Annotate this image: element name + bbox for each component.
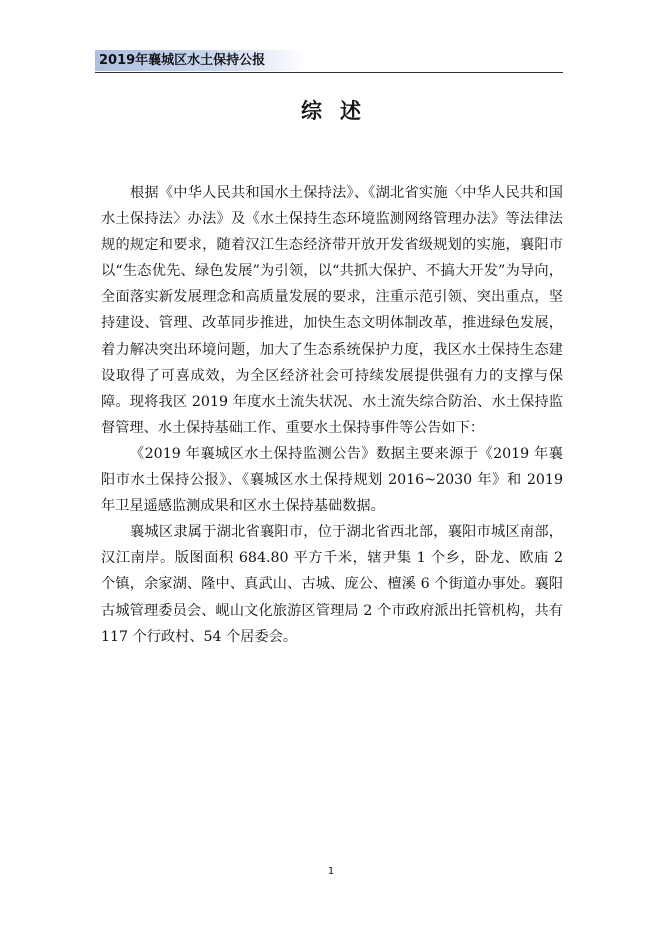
paragraph-data-sources: 《2019 年襄城区水土保持监测公告》数据主要来源于《2019 年襄阳市水土保持公报》、《襄城区水土保持规划 2016~2030 年》和 2019 年卫星遥感监测成果和区水土保持基础数据。 [101, 445, 568, 515]
section-title: 综述 [301, 99, 379, 123]
running-header: 2019年襄城区水土保持公报 [95, 50, 307, 71]
paragraph-region-overview: 襄城区隶属于湖北省襄阳市，位于湖北省西北部，襄阳市城区南部，汉江南岸。版图面积 684.80 平方千米，辖尹集 1 个乡，卧龙、欧庙 2 个镇，余家湖、隆中、真武山、古城、庞公、檀溪 6 个街道办事处。襄阳古城管理委员会、岘山文化旅游区管理局 2 个市政府派出托管机构，共有 117 个行政村、54 个居委会。 [101, 524, 568, 645]
body-text [101, 180, 568, 650]
page-number: 1 [327, 866, 335, 877]
header-divider [95, 72, 563, 73]
paragraph-intro: 根据《中华人民共和国水土保持法》、《湖北省实施〈中华人民共和国水土保持法〉办法》及《水土保持生态环境监测网络管理办法》等法律法规的规定和要求，随着汉江生态经济带开放开发省级规划的实施，襄阳市以“生态优先、绿色发展”为引领，以“共抓大保护、不搞大开发”为导向，全面落实新发展理念和高质量发展的要求，注重示范引领、突出重点，坚持建设、管理、改革同步推进，加快生态文明体制改革，推进绿色发展，着力解决突出环境问题，加大了生态系统保护力度，我区水土保持生态建设取得了可喜成效，为全区经济社会可持续发展提供强有力的支撑与保障。现将我区 2019 年度水土流失状况、水土流失综合防治、水土保持监督管理、水土保持基础工作、重要水土保持事件等公告如下： [101, 185, 563, 436]
